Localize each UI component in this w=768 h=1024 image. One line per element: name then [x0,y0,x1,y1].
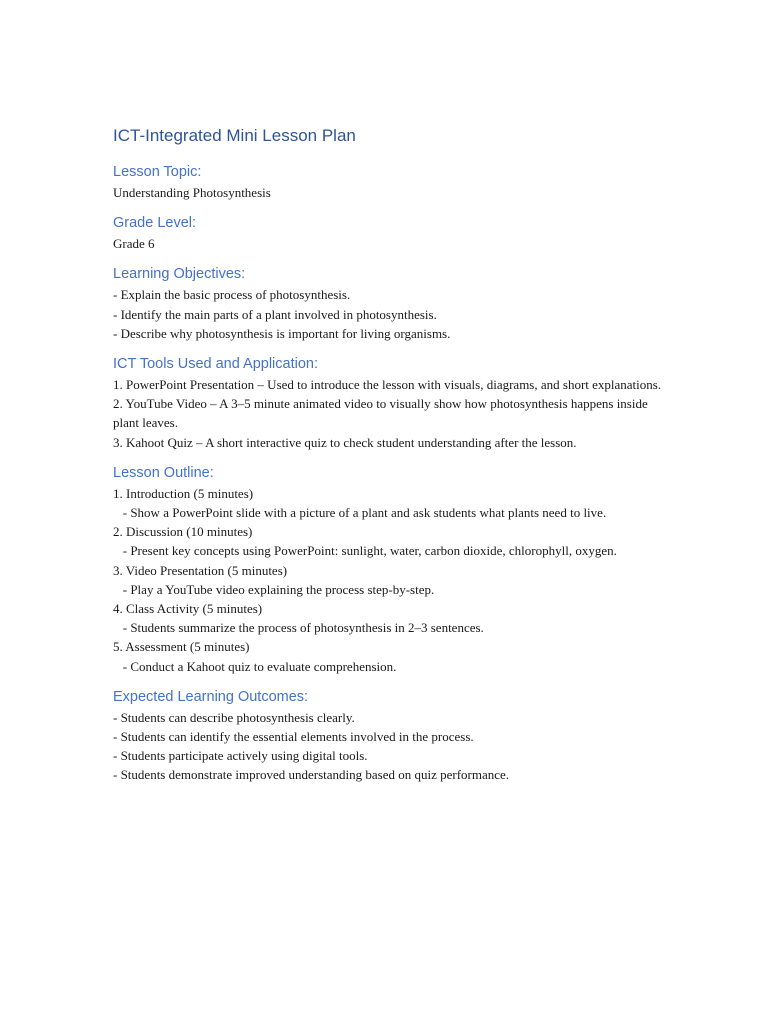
section-heading: Lesson Outline: [113,464,214,481]
list-item: - Present key concepts using PowerPoint: sunlight, water, carbon dioxide, chlorophyll, oxygen. [113,543,617,559]
list-item: 4. Class Activity (5 minutes) [113,601,263,617]
list-item: - Conduct a Kahoot quiz to evaluate comprehension. [113,658,397,674]
section-lesson-outline [113,462,673,676]
section-ict-tools [113,353,673,452]
list-item: - Describe why photosynthesis is important for living organisms. [113,325,451,341]
document-title: ICT-Integrated Mini Lesson Plan [113,126,356,145]
section-heading: Grade Level: [113,215,197,232]
section-lesson-topic [113,161,673,202]
list-item: 1. Introduction (5 minutes) [113,485,254,501]
body-line: Understanding Photosynthesis [113,185,271,200]
list-item: - Explain the basic process of photosynthesis. [113,287,351,303]
list-item: - Students can describe photosynthesis clearly. [113,709,355,725]
list-item: - Play a YouTube video explaining the process step-by-step. [113,581,435,597]
list-item: 1. PowerPoint Presentation – Used to introduce the lesson with visuals, diagrams, and short explanations. [113,377,662,393]
list-item: - Students participate actively using digital tools. [113,748,368,764]
section-heading: Expected Learning Outcomes: [113,688,309,705]
section-expected-outcomes [113,686,673,785]
list-item: 3. Video Presentation (5 minutes) [113,562,288,578]
body-line: Grade 6 [113,236,155,252]
section-heading: Learning Objectives: [113,266,246,283]
list-item: 5. Assessment (5 minutes) [113,639,250,655]
list-item: 2. Discussion (10 minutes) [113,524,253,540]
section-learning-objectives [113,263,673,343]
section-grade-level [113,212,673,253]
list-item: - Students summarize the process of photosynthesis in 2–3 sentences. [113,620,484,636]
list-item: - Students can identify the essential elements involved in the process. [113,729,474,745]
list-item: - Students demonstrate improved understanding based on quiz performance. [113,767,510,783]
list-item: 3. Kahoot Quiz – A short interactive quiz to check student understanding after the lesson. [113,434,577,450]
list-item: - Show a PowerPoint slide with a picture of a plant and ask students what plants need to live. [113,505,607,521]
section-heading: Lesson Topic: [113,164,202,180]
document-page [113,124,673,795]
list-item: 2. YouTube Video – A 3–5 minute animated video to visually show how photosynthesis happens inside plant leaves. [113,396,651,431]
section-heading: ICT Tools Used and Application: [113,356,319,373]
list-item: - Identify the main parts of a plant involved in photosynthesis. [113,306,437,322]
